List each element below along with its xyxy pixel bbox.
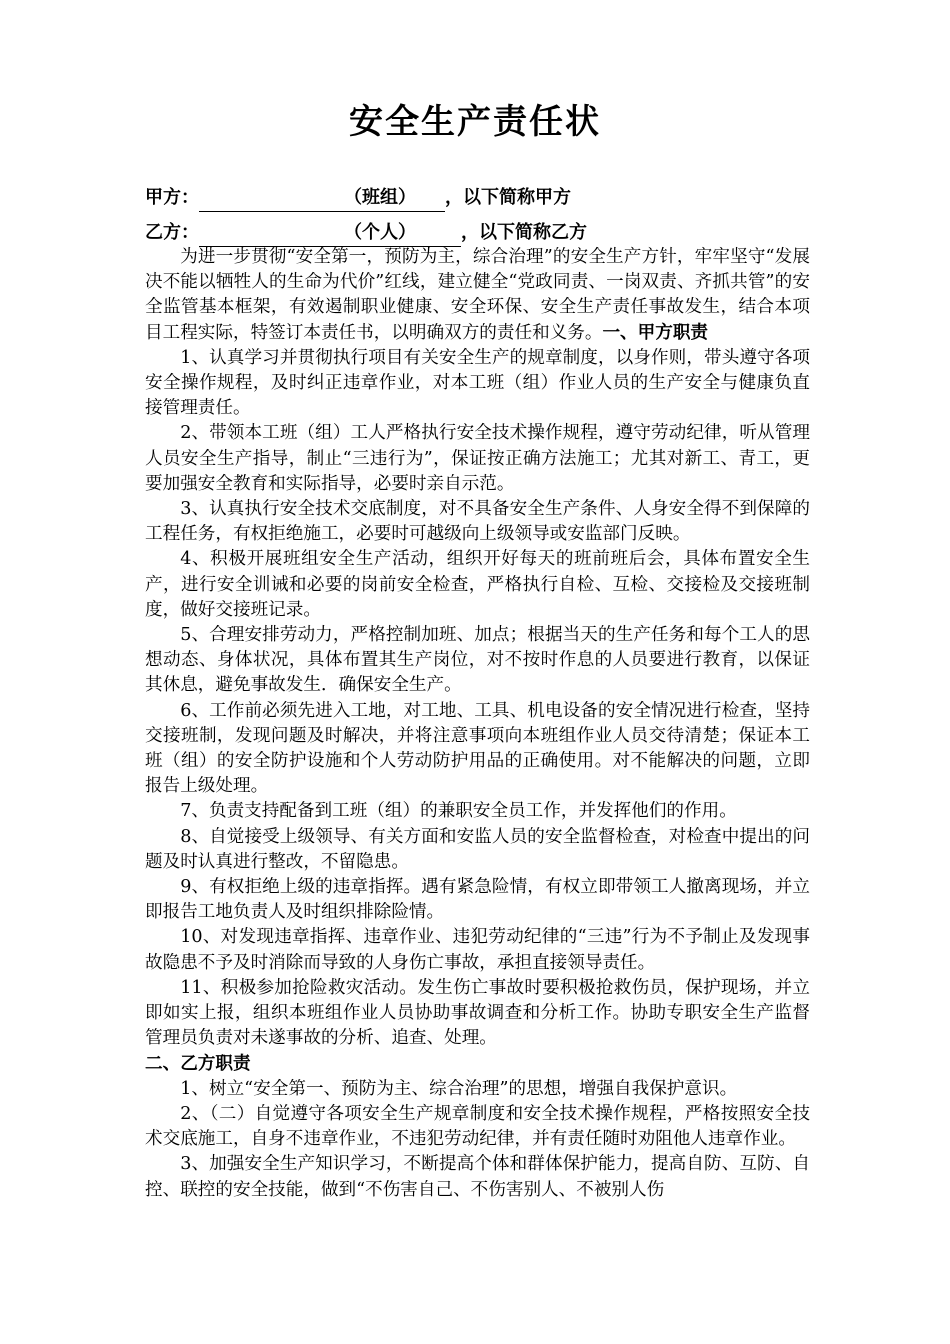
section-a-item: 10、对发现违章指挥、违章作业、违犯劳动纪律的“三违”行为不予制止及发现事故隐患不予及时消除而导致的人身伤亡事故，承担直接领导责任。 xyxy=(145,927,810,973)
party-a-label: 甲方： xyxy=(145,187,199,208)
party-a-blank-text: （班组） xyxy=(344,187,416,208)
intro-text: 为进一步贯彻“安全第一，预防为主，综合治理”的安全生产方针，牢牢坚守“发展决不能以牺牲人的生命为代价”红线，建立健全“党政同责、一岗双责、齐抓共管”的安全监管基本框架，有效遏制职业健康、安全环保、安全生产责任事故发生，结合本项目工程实际，特签订本责任书，以明确双方的责任和义务。 xyxy=(145,247,810,343)
party-b-label: 乙方： xyxy=(145,222,199,243)
section-a-item: 5、合理安排劳动力，严格控制加班、加点；根据当天的生产任务和每个工人的思想动态、身体状况，具体布置其生产岗位，对不按时作息的人员要进行教育，以保证其休息，避免事故发生．确保安全生产。 xyxy=(145,625,810,696)
section-a-item: 6、工作前必须先进入工地，对工地、工具、机电设备的安全情况进行检查，坚持交接班制，发现问题及时解决，并将注意事项向本班组作业人员交待清楚；保证本工班（组）的安全防护设施和个人劳动防护用品的正确使用。对不能解决的问题，立即报告上级处理。 xyxy=(145,700,810,797)
section-a-item: 2、带领本工班（组）工人严格执行安全技术操作规程，遵守劳动纪律，听从管理人员安全生产指导，制止“三违行为”，保证按正确方法施工；尤其对新工、青工，更要加强安全教育和实际指导，必要时亲自示范。 xyxy=(145,423,810,494)
section-a-heading: 一、甲方职责 xyxy=(602,322,709,343)
section-a-item: 8、自觉接受上级领导、有关方面和安监人员的安全监督检查，对检查中提出的问题及时认真进行整改，不留隐患。 xyxy=(145,826,810,872)
intro-paragraph xyxy=(145,245,810,346)
section-b-item: 1、树立“安全第一、预防为主、综合治理”的思想，增强自我保护意识。 xyxy=(180,1078,738,1099)
section-a-item: 9、有权拒绝上级的违章指挥。遇有紧急险情，有权立即带领工人撤离现场，并立即报告工地负责人及时组织排除险情。 xyxy=(145,877,810,923)
section-a-item: 11、积极参加抢险救灾活动。发生伤亡事故时要积极抢救伤员，保护现场，并立即如实上报，组织本班组作业人员协助事故调查和分析工作。协助专职安全生产监督管理员负责对未遂事故的分析、追查、处理。 xyxy=(145,977,810,1049)
party-b-line xyxy=(145,220,587,247)
party-a-blank xyxy=(199,185,445,212)
party-b-blank xyxy=(199,220,461,247)
party-b-blank-text: （个人） xyxy=(344,222,416,243)
section-b-item: 2、（二）自觉遵守各项安全生产规章制度和安全技术操作规程，严格按照安全技术交底施工，自身不违章作业，不违犯劳动纪律，并有责任随时劝阻他人违章作业。 xyxy=(145,1103,810,1150)
section-a-item: 1、认真学习并贯彻执行项目有关安全生产的规章制度，以身作则，带头遵守各项安全操作规程，及时纠正违章作业，对本工班（组）作业人员的生产安全与健康负直接管理责任。 xyxy=(145,347,810,419)
section-b-item: 3、加强安全生产知识学习，不断提高个体和群体保护能力，提高自防、互防、自控、联控的安全技能，做到“不伤害自己、不伤害别人、不被别人伤 xyxy=(145,1154,810,1200)
document-body xyxy=(145,245,810,1203)
section-a-item: 4、积极开展班组安全生产活动，组织开好每天的班前班后会，具体布置安全生产，进行安全训诫和必要的岗前安全检查，严格执行自检、互检、交接检及交接班制度，做好交接班记录。 xyxy=(145,549,810,620)
party-b-suffix: ，以下简称乙方 xyxy=(461,222,587,243)
party-a-line xyxy=(145,185,571,212)
party-a-suffix: ，以下简称甲方 xyxy=(445,187,571,208)
section-a-item: 7、负责支持配备到工班（组）的兼职安全员工作，并发挥他们的作用。 xyxy=(180,801,737,822)
document-title: 安全生产责任状 xyxy=(349,102,601,142)
section-a-item: 3、认真执行安全技术交底制度，对不具备安全生产条件、人身安全得不到保障的工程任务，有权拒绝施工，必要时可越级向上级领导或安监部门反映。 xyxy=(145,499,810,545)
section-b-heading: 二、乙方职责 xyxy=(145,1053,251,1074)
